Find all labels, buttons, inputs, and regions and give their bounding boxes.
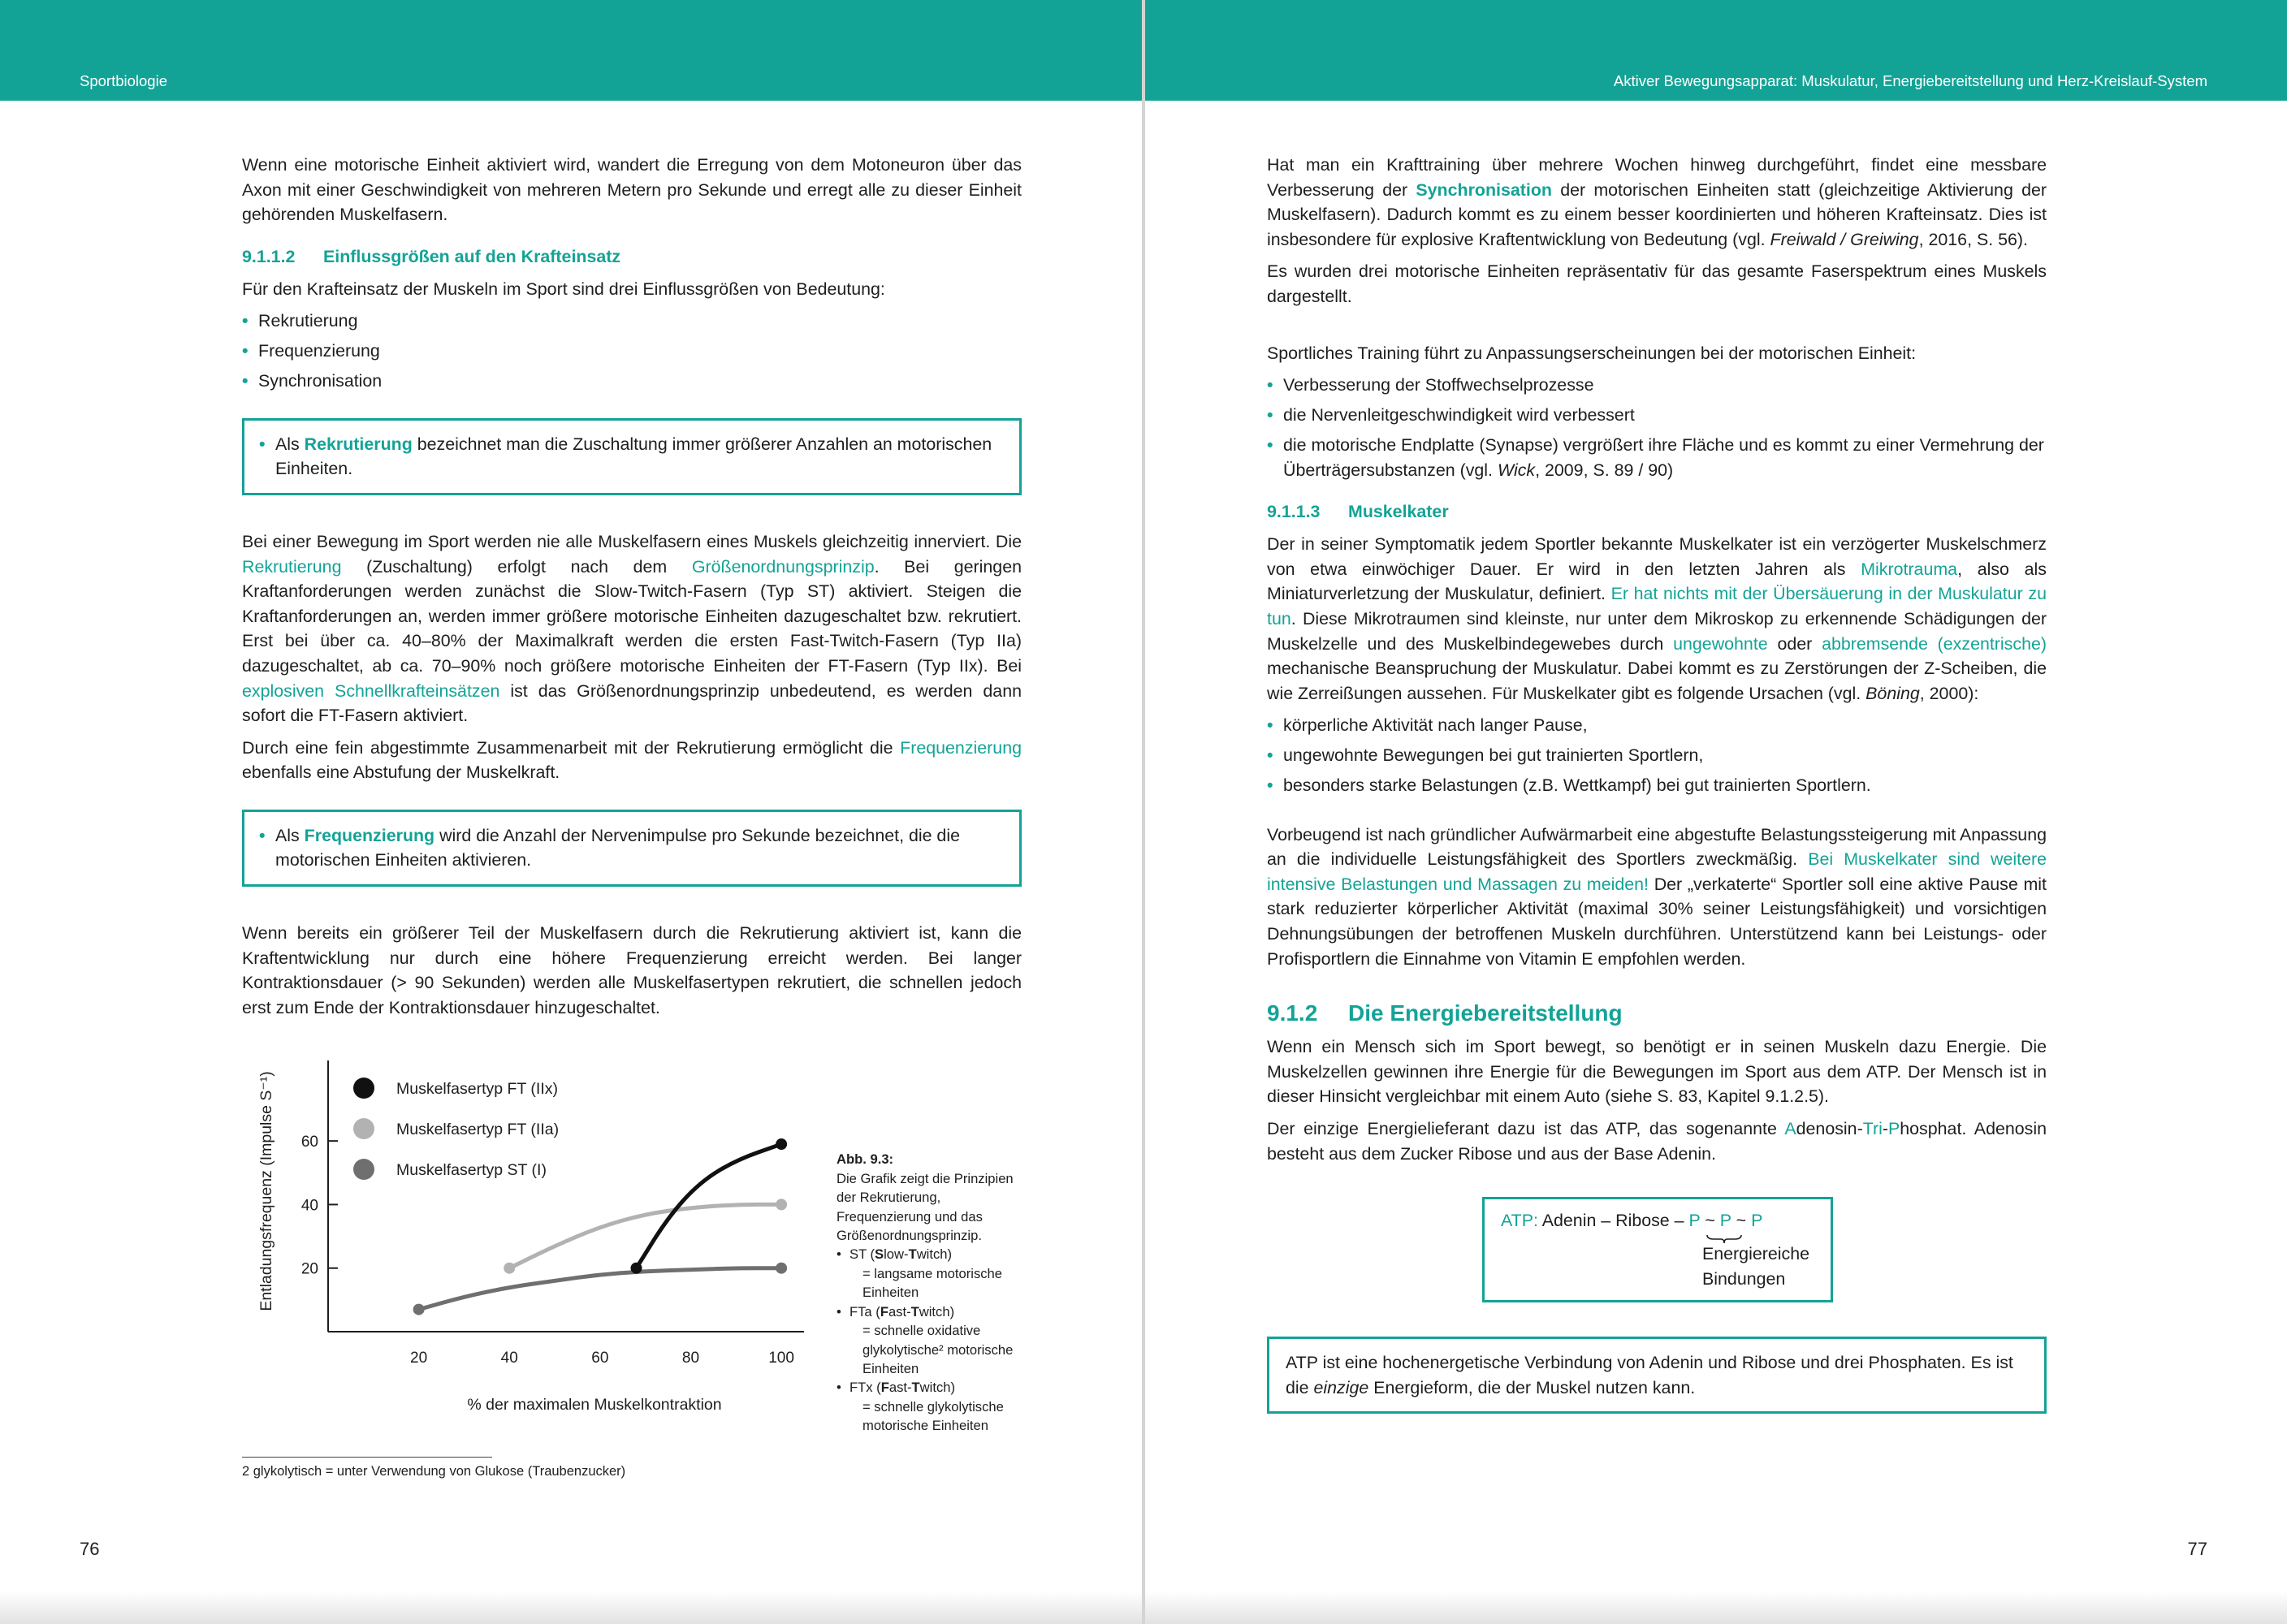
emphasis: einzige — [1313, 1377, 1369, 1397]
list-item: • besonders starke Belastungen (z.B. Wettkampf) bei gut trainierten Sportlern. — [1267, 773, 2047, 798]
text: Der einzige Energielieferant dazu ist das ATP, das sogenannte — [1267, 1119, 1785, 1138]
text: Durch eine fein abgestimmte Zusammenarbeit mit der Rekrutierung ermöglicht die — [242, 737, 901, 758]
text: denosin- — [1796, 1119, 1863, 1138]
text: FTx ( — [850, 1380, 881, 1396]
legend-label: Muskelfasertyp FT (IIa) — [396, 1121, 560, 1139]
list-item: • Rekrutierung — [242, 309, 1022, 334]
data-point — [776, 1138, 787, 1150]
heading-number: 9.1.1.2 — [242, 246, 296, 266]
x-tick-label: 100 — [768, 1350, 794, 1367]
text: bezeichnet man die Zuschaltung immer größerer Anzahlen an motorischen Einheiten. — [275, 434, 992, 479]
text: low- — [884, 1246, 909, 1263]
series-line — [509, 1205, 781, 1268]
atp-label: ATP: — [1501, 1211, 1538, 1231]
right-paragraph-1 — [1267, 153, 2047, 252]
cause-list — [1267, 713, 2047, 797]
right-paragraph-4 — [1267, 532, 2047, 706]
series-line — [419, 1268, 781, 1310]
data-point — [504, 1263, 515, 1274]
page-shadow — [0, 1592, 1142, 1624]
right-paragraph-3: Sportliches Training führt zu Anpassungserscheinungen bei der motorischen Einheit: — [1267, 343, 1917, 363]
text: , 2000): — [1919, 683, 1979, 703]
definition-box-frequenzierung — [242, 810, 1022, 887]
caption-item — [837, 1378, 1023, 1435]
x-tick-label: 20 — [410, 1350, 428, 1367]
text: die motorische Endplatte (Synapse) vergrößert ihre Fläche und es kommt zu einer Vermehrung der Überträgersubstanzen (vgl. — [1283, 434, 2044, 480]
list-item: • Synchronisation — [242, 369, 1022, 394]
term: Rekrutierung — [304, 434, 413, 454]
data-point — [776, 1199, 787, 1211]
highlight: Mikrotrauma — [1861, 559, 1958, 579]
right-header-bar — [1145, 0, 2287, 101]
citation: Freiwald / Greiwing — [1770, 229, 1919, 249]
term: Frequenzierung — [304, 825, 435, 845]
bond: ~ — [1700, 1211, 1720, 1231]
legend-marker — [353, 1159, 374, 1180]
text: Hat man ein Krafttraining über mehrere Wochen hinweg durchgeführt, findet eine messbare Verbesserung der — [1267, 155, 2047, 200]
list-item — [1267, 433, 2047, 482]
left-paragraph-3 — [242, 529, 1022, 728]
legend-label: Muskelfasertyp FT (IIx) — [396, 1080, 559, 1099]
left-content — [242, 153, 1022, 1479]
highlight: Synchronisation — [1416, 179, 1552, 200]
citation: Böning — [1865, 683, 1920, 703]
text: Bei einer Bewegung im Sport werden nie alle Muskelfasern eines Muskels gleichzeitig innerviert. Die — [242, 531, 1022, 551]
right-content — [1267, 153, 2047, 1448]
abbrev-letter: S — [875, 1246, 884, 1263]
x-tick-label: 80 — [681, 1350, 700, 1367]
definition-text — [259, 823, 1003, 873]
influence-list — [242, 309, 1022, 393]
list-item: • Verbesserung der Stoffwechselprozesse — [1267, 373, 2047, 398]
text: . Bei geringen Kraftanforderungen werden zunächst die Slow-Twitch-Fasern (Typ ST) aktiviert. Steigen die Kraftanforderungen an, werden immer größere motorische Einheiten dazugeschaltet bzw. rekrutiert. Erst bei über ca. 40–80% der Maximalkraft werden die ersten Fast-Twitch-Fasern (Typ IIa) dazugeschaltet, ab ca. 70–90% noch größere motorische Einheiten der FT-Fasern (Typ IIx). Bei — [242, 556, 1022, 676]
text: . Diese Mikrotraumen sind kleinste, nur unter dem Mikroskop zu erkennende Schädigungen der Muskelzelle und des Muskelbindegewebes durch — [1267, 608, 2047, 654]
text: ST ( — [850, 1246, 875, 1263]
abbrev-letter: F — [880, 1380, 889, 1396]
atp-formula-box — [1482, 1197, 1833, 1302]
highlight: A — [1784, 1119, 1796, 1138]
data-point — [413, 1304, 425, 1315]
legend-marker — [353, 1078, 374, 1099]
bond: ~ — [1731, 1211, 1752, 1231]
footnote-rule — [242, 1457, 492, 1458]
data-point — [776, 1263, 787, 1274]
caption-desc: = schnelle glykolytische motorische Einheiten — [862, 1398, 1004, 1434]
highlight: Frequenzierung — [900, 737, 1022, 758]
right-page-number: 77 — [2187, 1539, 2207, 1559]
text: Adenin – Ribose – — [1537, 1211, 1689, 1231]
list-item: • die Nervenleitgeschwindigkeit wird verbessert — [1267, 403, 2047, 428]
left-page-number: 76 — [80, 1539, 100, 1559]
phosphate: P — [1751, 1211, 1763, 1231]
text: Als — [275, 434, 305, 454]
heading-title: Einflussgrößen auf den Krafteinsatz — [323, 246, 621, 266]
heading-title: Die Energiebereitstellung — [1348, 1000, 1623, 1026]
legend-marker — [353, 1118, 374, 1139]
text: ast- — [888, 1380, 912, 1396]
definition-text — [259, 432, 1003, 482]
atp-definition-box — [1267, 1337, 2047, 1414]
caption-title: Abb. 9.3: — [837, 1151, 894, 1168]
highlight: explosiven Schnellkrafteinsätzen — [242, 680, 500, 701]
abbrev-letter: T — [910, 1303, 919, 1320]
text: ebenfalls eine Abstufung der Muskelkraft. — [242, 762, 560, 783]
heading-title: Muskelkater — [1348, 502, 1449, 522]
right-paragraph-5 — [1267, 823, 2047, 972]
caption-text: Die Grafik zeigt die Prinzipien der Rekrutierung, Frequenzierung und das Größenordnungsprinzip. — [837, 1170, 1014, 1244]
text: Bindungen — [1702, 1268, 1786, 1289]
heading-number: 9.1.2 — [1267, 1000, 1318, 1026]
right-paragraph-7 — [1267, 1116, 2047, 1166]
atp-formula — [1501, 1211, 1814, 1231]
text: Energiereiche — [1702, 1244, 1809, 1264]
list-item: • ungewohnte Bewegungen bei gut trainierten Sportlern, — [1267, 743, 2047, 768]
adaptation-list — [1267, 373, 2047, 482]
text: Als — [275, 825, 305, 845]
text: , also als Miniaturverletzung der Muskulatur, definiert. — [1267, 559, 2047, 604]
text: oder — [1767, 633, 1822, 654]
caption-item — [837, 1302, 1023, 1379]
highlight: Tri — [1862, 1119, 1883, 1138]
right-paragraph-2: Es wurden drei motorische Einheiten repräsentativ für das gesamte Faserspektrum eines Muskels dargestellt. — [1267, 261, 2047, 306]
text: mechanische Beanspruchung der Muskulatur. Dabei kommt es zu Zerstörungen der Z-Scheiben, die wie Zerreißungen aussehen. Für Muskelkater gibt es folgende Ursachen (vgl. — [1267, 659, 2047, 703]
phosphate: P — [1688, 1211, 1701, 1231]
text: der motorischen Einheiten statt (gleichzeitige Aktivierung der Muskelfasern). Dadurch kommt es zu einem besser koordinierten und höheren Krafteinsatz. Dies ist insbesondere für explosive Kraftentwicklung von Bedeutung (vgl. — [1267, 179, 2047, 249]
y-tick-label: 60 — [300, 1134, 318, 1151]
abbrev-letter: T — [911, 1380, 920, 1396]
list-item: • Frequenzierung — [242, 339, 1022, 364]
x-tick-label: 60 — [591, 1350, 609, 1367]
heading-9-1-1-2 — [242, 247, 1022, 267]
list-item: • körperliche Aktivität nach langer Pause, — [1267, 713, 2047, 738]
left-header-bar — [0, 0, 1142, 101]
text: (Zuschaltung) erfolgt nach dem — [341, 556, 692, 577]
text: Der „verkaterte“ Sportler soll eine aktive Pause mit stark reduzierter körperlicher Aktivität (maximal 30% seiner Leistungsfähigkeit) und vorsichtigen Dehnungsübungen der betroffenen Muskeln durchführen. Unterstützend kann bei Leistungs- oder Profisportlern die Einnahme von Vitamin E empfohlen werden. — [1267, 874, 2047, 969]
right-running-header: Aktiver Bewegungsapparat: Muskulatur, Energiebereitstellung und Herz-Kreislauf-System — [1613, 72, 2207, 89]
abbrev-letter: T — [908, 1246, 917, 1263]
highlight: Er hat nichts mit der Übersäuerung in der Muskulatur zu tun — [1267, 584, 2047, 628]
highlight: Rekrutierung — [242, 556, 342, 577]
text: Energieform, die der Muskel nutzen kann. — [1368, 1377, 1696, 1397]
text: ATP ist eine hochenergetische Verbindung von Adenin und Ribose und drei Phosphaten. Es ist die — [1286, 1353, 2013, 1397]
figure-9-3 — [242, 1060, 1022, 1450]
highlight: ungewohnte — [1673, 633, 1768, 654]
text: wird die Anzahl der Nervenimpulse pro Sekunde bezeichnet, die die motorischen Einheiten aktivieren. — [275, 825, 960, 870]
y-tick-label: 40 — [300, 1197, 318, 1215]
left-paragraph-1: Wenn eine motorische Einheit aktiviert wird, wandert die Erregung von dem Motoneuron über das Axon mit einer Geschwindigkeit von mehreren Metern pro Sekunde und erregt alle zu dieser Einheit gehörenden Muskelfasern. — [242, 155, 1022, 225]
caption-item — [837, 1245, 1023, 1302]
caption-desc: = schnelle oxidative glykolytische² motorische Einheiten — [862, 1323, 1014, 1376]
text: witch) — [919, 1303, 955, 1320]
data-point — [631, 1263, 642, 1274]
text: Vorbeugend ist nach gründlicher Aufwärmarbeit eine abgestufte Belastungssteigerung mit Anpassung an die individuelle Leistungsfähigkeit des Sportlers zweckmäßig. — [1267, 824, 2047, 870]
abbrev-letter: F — [880, 1303, 888, 1320]
left-paragraph-2: Für den Krafteinsatz der Muskeln im Sport sind drei Einflussgrößen von Bedeutung: — [242, 279, 885, 299]
left-paragraph-4 — [242, 736, 1022, 785]
text: hosphat. Adenosin besteht aus dem Zucker Ribose und aus der Base Adenin. — [1267, 1119, 2047, 1164]
heading-9-1-1-3 — [1267, 502, 2047, 522]
citation: Wick — [1497, 460, 1536, 480]
text: witch) — [916, 1246, 953, 1263]
figure-caption — [837, 1150, 1023, 1435]
heading-9-1-2 — [1267, 1000, 2047, 1026]
y-axis-label: Entladungsfrequenz (Impulse S⁻¹) — [257, 1071, 275, 1312]
bond-note — [1702, 1242, 1809, 1291]
definition-box-rekrutierung — [242, 418, 1022, 495]
fiber-type-chart — [242, 1060, 811, 1450]
text: , 2009, S. 89 / 90) — [1535, 460, 1674, 480]
phosphate: P — [1719, 1211, 1731, 1231]
text: , 2016, S. 56). — [1918, 229, 2028, 249]
highlight: P — [1887, 1119, 1900, 1138]
text: Der in seiner Symptomatik jedem Sportler bekannte Muskelkater ist ein verzögerter Muskelschmerz von etwa einwöchiger Dauer. Er wird in den letzten Jahren als — [1267, 534, 2047, 579]
text: FTa ( — [850, 1303, 880, 1320]
page-shadow — [1145, 1592, 2287, 1624]
left-running-header: Sportbiologie — [80, 72, 167, 89]
left-paragraph-5: Wenn bereits ein größerer Teil der Muskelfasern durch die Rekrutierung aktiviert ist, kann die Kraftentwicklung nur durch eine höhere Frequenzierung erreicht werden. Bei langer Kontraktionsdauer (> 90 Sekunden) werden alle Muskelfasertypen rekrutiert, die schnellen jedoch erst zum Ende der Kontraktionsdauer hinzugeschaltet. — [242, 923, 1022, 1017]
right-page — [1145, 0, 2287, 1624]
text: ist das Größenordnungsprinzip unbedeutend, es werden dann sofort die FT-Fasern aktiviert. — [242, 680, 1022, 726]
x-axis-label: % der maximalen Muskelkontraktion — [467, 1396, 722, 1415]
footnote: 2 glykolytisch = unter Verwendung von Glukose (Traubenzucker) — [242, 1464, 626, 1479]
highlight: abbremsende (exzentrische) — [1822, 633, 2047, 654]
heading-number: 9.1.1.3 — [1267, 502, 1321, 522]
definition-text — [1286, 1350, 2028, 1400]
right-paragraph-6: Wenn ein Mensch sich im Sport bewegt, so benötigt er in seinen Muskeln dazu Energie. Die Muskelzellen gewinnen ihre Energie für die Bewegungen im Sport aus dem ATP. Der Mensch ist in dieser Hinsicht vergleichbar mit einem Auto (siehe S. 83, Kapitel 9.1.2.5). — [1267, 1037, 2047, 1107]
y-tick-label: 20 — [300, 1261, 318, 1279]
caption-desc: = langsame motorische Einheiten — [862, 1265, 1003, 1301]
highlight: Bei Muskelkater sind weitere intensive Belastungen und Massagen zu meiden! — [1267, 849, 2047, 894]
highlight: Größenordnungsprinzip — [691, 556, 875, 577]
legend-label: Muskelfasertyp ST (I) — [396, 1161, 547, 1180]
left-page — [0, 0, 1142, 1624]
text: - — [1882, 1119, 1888, 1138]
text: ast- — [888, 1303, 911, 1320]
x-tick-label: 40 — [500, 1350, 518, 1367]
caption-list — [837, 1245, 1023, 1435]
text: witch) — [919, 1380, 956, 1396]
